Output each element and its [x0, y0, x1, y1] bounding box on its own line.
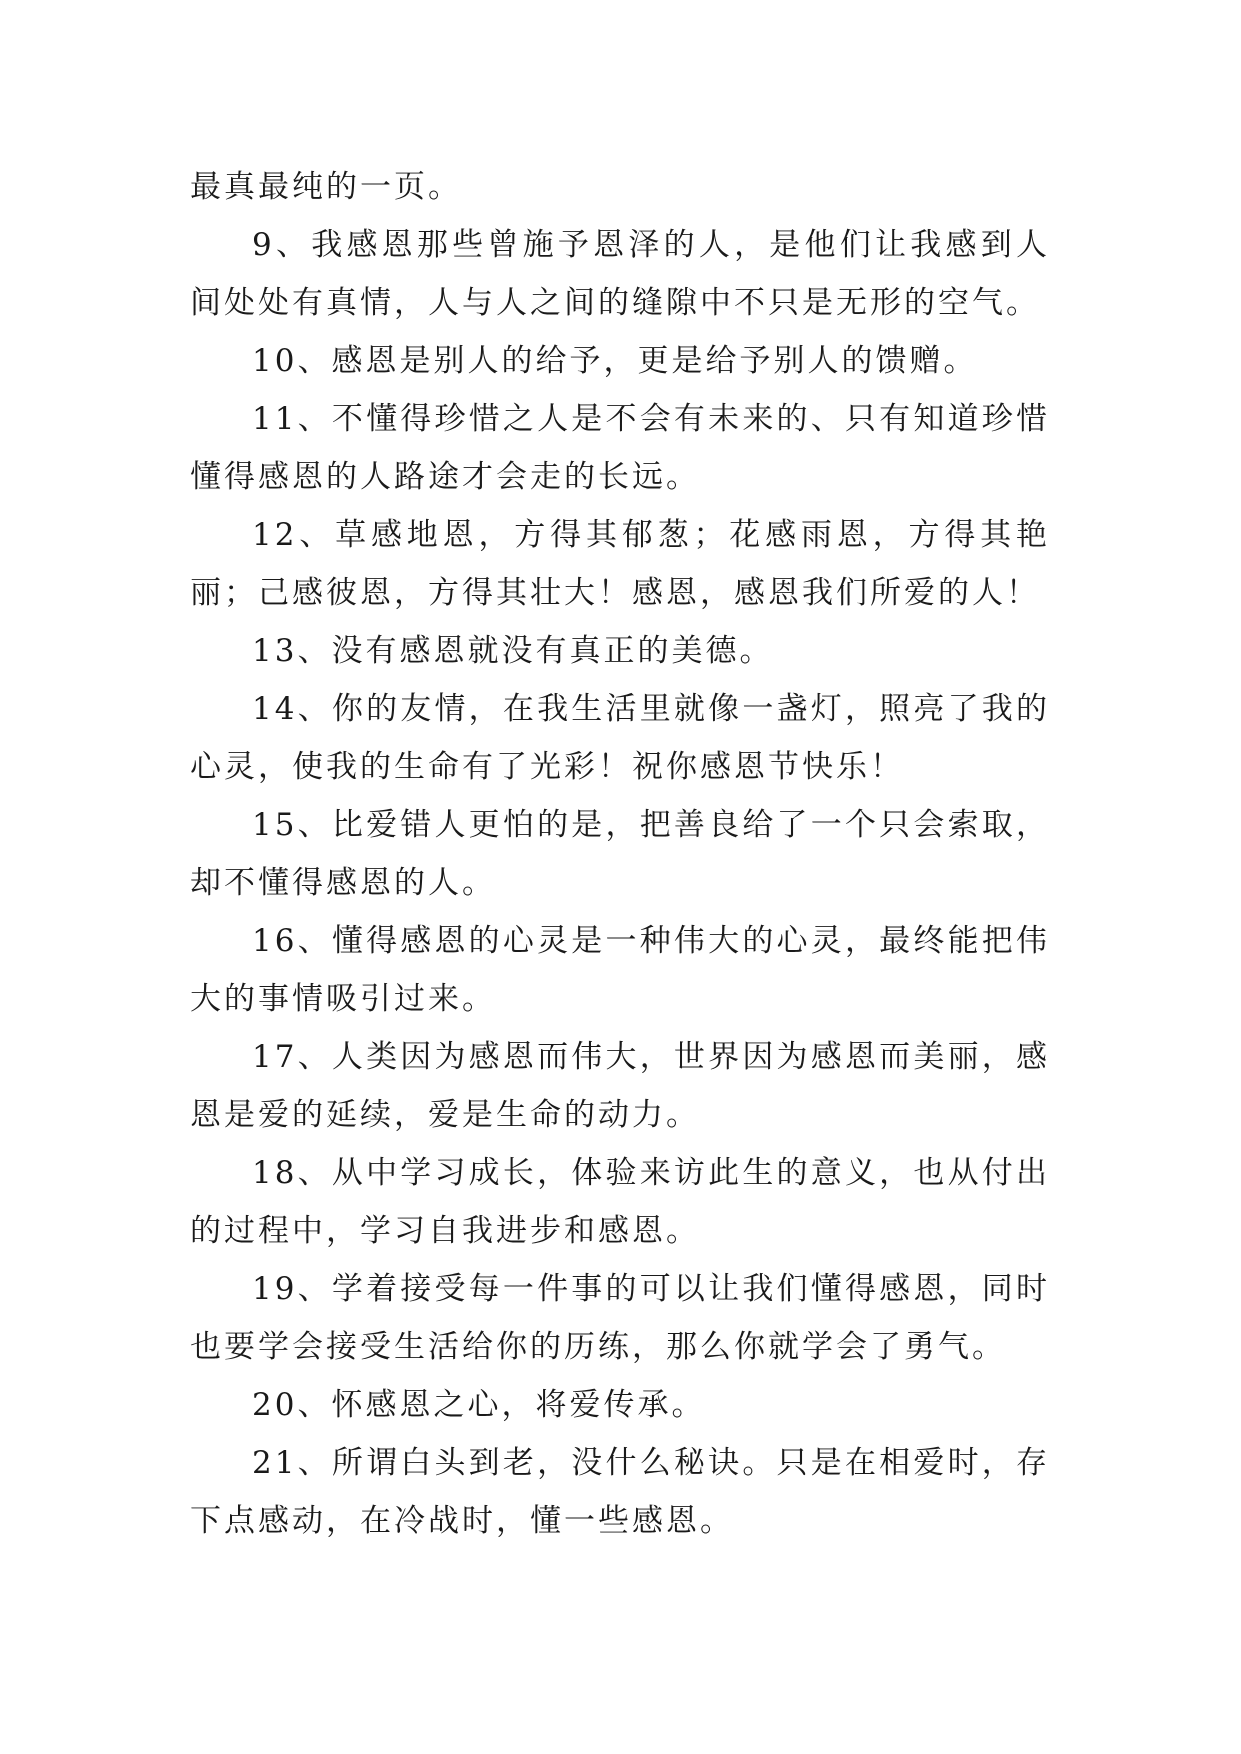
paragraph-item-18: 18、从中学习成长，体验来访此生的意义，也从付出的过程中，学习自我进步和感恩。	[190, 1155, 1050, 1249]
paragraph-item-13: 13、没有感恩就没有真正的美德。	[252, 633, 774, 669]
paragraph-item-14: 14、你的友情，在我生活里就像一盏灯，照亮了我的心灵，使我的生命有了光彩！祝你感恩节快乐！	[190, 691, 1050, 785]
document-body	[190, 158, 1050, 1550]
paragraph-item-20: 20、怀感恩之心，将爱传承。	[252, 1387, 706, 1423]
paragraph-item-10: 10、感恩是别人的给予，更是给予别人的馈赠。	[252, 343, 978, 379]
paragraph-item-12: 12、草感地恩，方得其郁葱；花感雨恩，方得其艳丽；己感彼恩，方得其壮大！感恩，感恩我们所爱的人！	[190, 517, 1050, 611]
paragraph-item-15: 15、比爱错人更怕的是，把善良给了一个只会索取，却不懂得感恩的人。	[190, 807, 1050, 901]
paragraph-item-16: 16、懂得感恩的心灵是一种伟大的心灵，最终能把伟大的事情吸引过来。	[190, 923, 1050, 1017]
paragraph-continuation: 最真最纯的一页。	[190, 169, 462, 205]
paragraph-item-9: 9、我感恩那些曾施予恩泽的人，是他们让我感到人间处处有真情，人与人之间的缝隙中不只是无形的空气。	[190, 227, 1050, 321]
paragraph-item-19: 19、学着接受每一件事的可以让我们懂得感恩，同时也要学会接受生活给你的历练，那么你就学会了勇气。	[190, 1271, 1050, 1365]
paragraph-item-17: 17、人类因为感恩而伟大，世界因为感恩而美丽，感恩是爱的延续，爱是生命的动力。	[190, 1039, 1050, 1133]
paragraph-item-11: 11、不懂得珍惜之人是不会有未来的、只有知道珍惜懂得感恩的人路途才会走的长远。	[190, 401, 1050, 495]
paragraph-item-21: 21、所谓白头到老，没什么秘诀。只是在相爱时，存下点感动，在冷战时，懂一些感恩。	[190, 1445, 1050, 1539]
